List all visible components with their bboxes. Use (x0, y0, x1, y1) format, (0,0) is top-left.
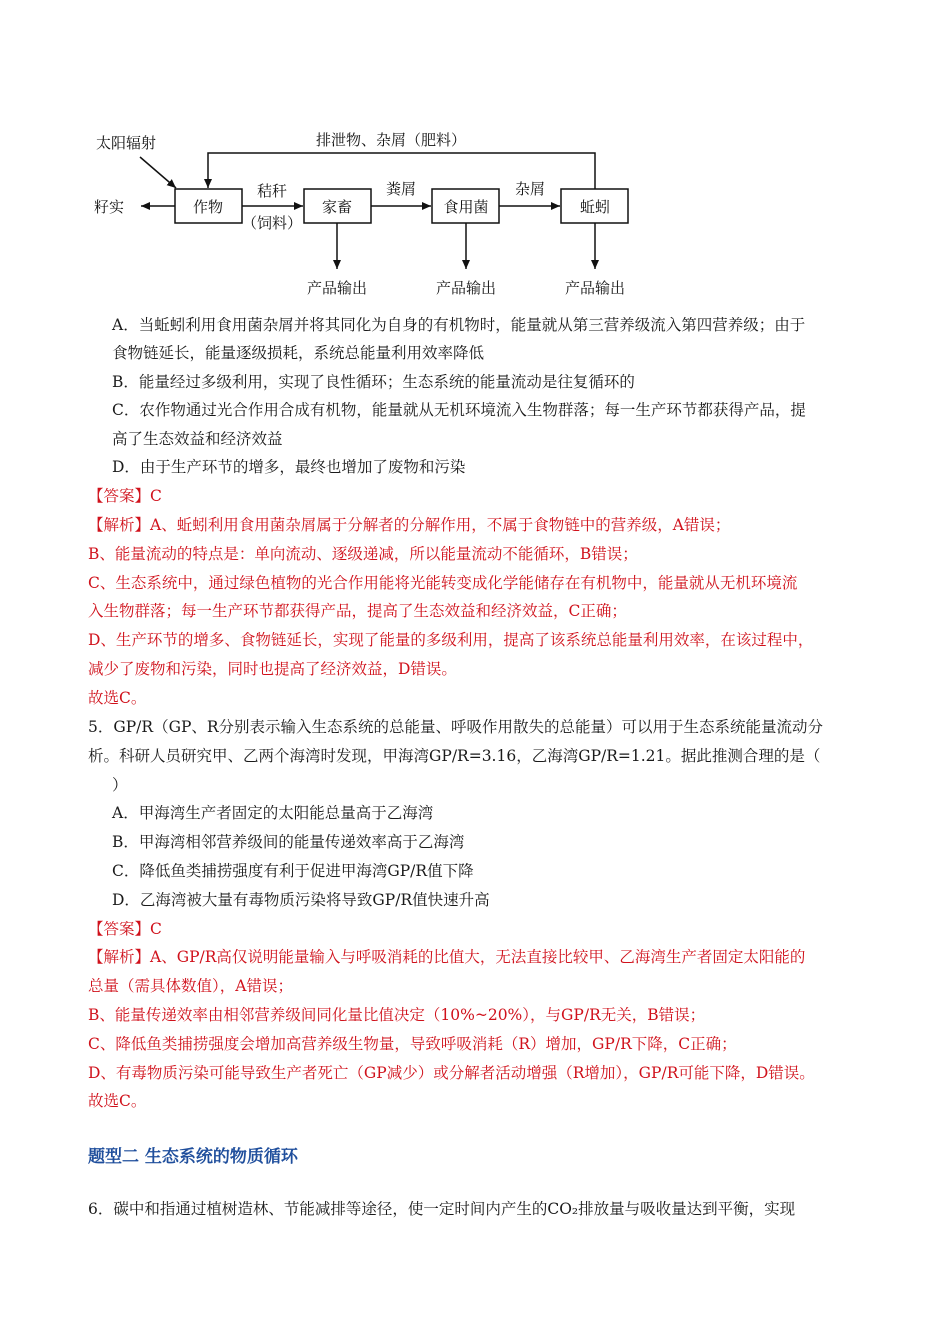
earthworm-label: 蚯蚓 (579, 198, 611, 216)
livestock-label: 家畜 (321, 198, 353, 216)
q4-analysis-a: 【解析】A、蚯蚓利用食用菌杂屑属于分解者的分解作用，不属于食物链中的营养级，A错误； (88, 516, 731, 534)
q4-option-b: B．能量经过多级利用，实现了良性循环；生态系统的能量流动是往复循环的 (112, 373, 635, 391)
q5-option-d: D．乙海湾被大量有毒物质污染将导致GP/R值快速升高 (112, 891, 490, 909)
q5-option-a: A．甲海湾生产者固定的太阳能总量高于乙海湾 (112, 804, 434, 822)
output-label-2: 产品输出 (435, 279, 497, 297)
q4-option-d: D．由于生产环节的增多，最终也增加了废物和污染 (112, 458, 466, 476)
q5-conclusion: 故选C。 (88, 1092, 147, 1110)
section-heading: 题型二 生态系统的物质循环 (88, 1147, 298, 1167)
q5-analysis-d: D、有毒物质污染可能导致生产者死亡（GP减少）或分解者活动增强（R增加），GP/R可能下降，D错误。 (88, 1064, 815, 1082)
q4-analysis-d-line2: 减少了废物和污染，同时也提高了经济效益，D错误。 (88, 660, 457, 678)
q4-option-a-line1: A．当蚯蚓利用食用菌杂屑并将其同化为自身的有机物时，能量就从第三营养级流入第四营养级；由于 (112, 316, 806, 334)
fungi-label: 食用菌 (443, 198, 489, 216)
q5-stem-line2: 析。科研人员研究甲、乙两个海湾时发现，甲海湾GP/R=3.16，乙海湾GP/R=1.21。据此推测合理的是（ (88, 747, 821, 765)
scraps-label: 杂屑 (514, 180, 546, 198)
straw-label: 秸秆 (256, 182, 288, 200)
output-label-1: 产品输出 (306, 279, 368, 297)
output-label-3: 产品输出 (564, 279, 626, 297)
q5-analysis-c: C、降低鱼类捕捞强度会增加高营养级生物量，导致呼吸消耗（R）增加，GP/R下降，C正确； (88, 1035, 737, 1053)
q5-analysis-a-line2: 总量（需具体数值），A错误； (88, 977, 293, 995)
energy-flow-diagram (0, 0, 950, 310)
q4-analysis-c-line2: 入生物群落；每一生产环节都获得产品，提高了生态效益和经济效益，C正确； (88, 602, 627, 620)
q4-analysis-d-line1: D、生产环节的增多、食物链延长，实现了能量的多级利用，提高了该系统总能量利用效率，在该过程中， (88, 631, 814, 649)
q5-analysis-b: B、能量传递效率由相邻营养级间同化量比值决定（10%~20%），与GP/R无关，B错误； (88, 1006, 706, 1024)
q4-analysis-b: B、能量流动的特点是：单向流动、逐级递减，所以能量流动不能循环，B错误； (88, 545, 638, 563)
waste-label: 排泄物、杂屑（肥料） (316, 131, 467, 149)
q6-stem-line1: 6．碳中和指通过植树造林、节能减排等途径，使一定时间内产生的CO₂排放量与吸收量达到平衡，实现 (88, 1200, 796, 1218)
seed-label: 籽实 (94, 198, 125, 216)
q5-option-b: B．甲海湾相邻营养级间的能量传递效率高于乙海湾 (112, 833, 465, 851)
sun-arrow (140, 157, 176, 188)
crop-label: 作物 (192, 198, 224, 216)
q4-option-a-line2: 食物链延长，能量逐级损耗，系统总能量利用效率降低 (112, 344, 485, 362)
q5-option-c: C．降低鱼类捕捞强度有利于促进甲海湾GP/R值下降 (112, 862, 474, 880)
q5-analysis-a-line1: 【解析】A、GP/R高仅说明能量输入与呼吸消耗的比值大，无法直接比较甲、乙海湾生产者固定太阳能的 (88, 948, 806, 966)
q5-stem-line1: 5．GP/R（GP、R分别表示输入生态系统的总能量、呼吸作用散失的总能量）可以用于生态系统能量流动分 (88, 718, 824, 736)
feed-label: （饲料） (241, 214, 303, 232)
q4-analysis-c-line1: C、生态系统中，通过绿色植物的光合作用能将光能转变成化学能储存在有机物中，能量就从无机环境流 (88, 574, 798, 592)
dung-label: 粪屑 (385, 180, 417, 198)
q4-conclusion: 故选C。 (88, 689, 147, 707)
sun-label: 太阳辐射 (96, 134, 157, 152)
q4-option-c-line1: C．农作物通过光合作用合成有机物，能量就从无机环境流入生物群落；每一生产环节都获得产品，提 (112, 401, 806, 419)
q4-option-c-line2: 高了生态效益和经济效益 (112, 430, 283, 448)
q4-answer: 【答案】C (88, 487, 162, 505)
q5-answer: 【答案】C (88, 920, 162, 938)
q5-stem-line3: ） (112, 776, 128, 794)
